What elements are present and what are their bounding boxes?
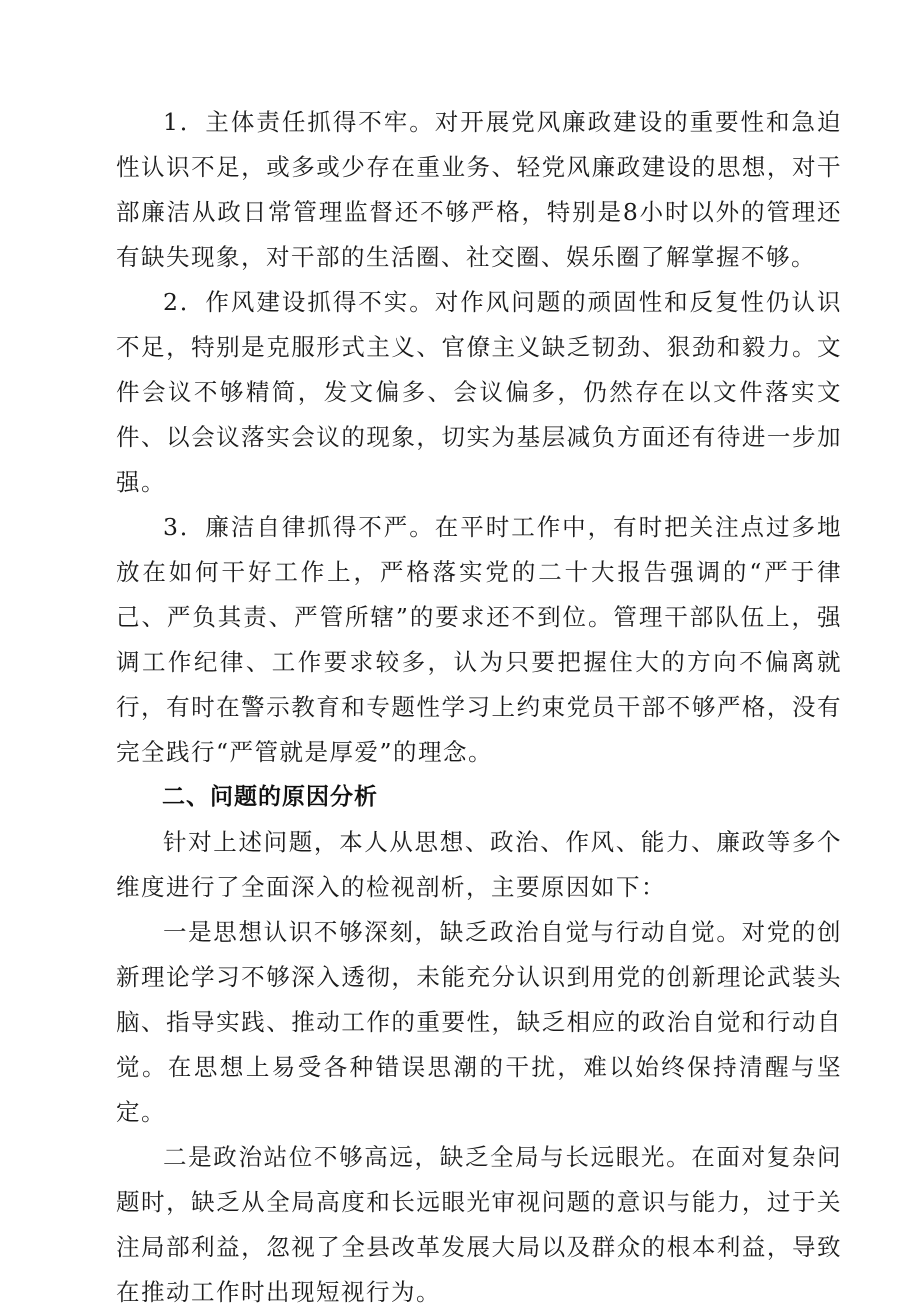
paragraph-ideological-awareness: 一是思想认识不够深刻，缺乏政治自觉与行动自觉。对党的创新理论学习不够深入透彻，未能充分认识到用党的创新理论武装头脑、指导实践、推动工作的重要性，缺乏相应的政治自觉和行动自觉。在思想上易受各种错误思潮的干扰，难以始终保持清醒与坚定。 <box>116 918 842 1126</box>
paragraph-political-standpoint: 二是政治站位不够高远，缺乏全局与长远眼光。在面对复杂问题时，缺乏从全局高度和长远眼光审视问题的意识与能力，过于关注局部利益，忽视了全县改革发展大局以及群众的根本利益，导致在推动工作时出现短视行为。 <box>116 1143 842 1306</box>
paragraph-main-responsibility: 1．主体责任抓得不牢。对开展党风廉政建设的重要性和急迫性认识不足，或多或少存在重业务、轻党风廉政建设的思想，对干部廉洁从政日常管理监督还不够严格，特别是8小时以外的管理还有缺失现象，对干部的生活圈、社交圈、娱乐圈了解掌握不够。 <box>116 108 842 271</box>
paragraph-work-style: 2．作风建设抓得不实。对作风问题的顽固性和反复性仍认识不足，特别是克服形式主义、官僚主义缺乏韧劲、狠劲和毅力。文件会议不够精简，发文偏多、会议偏多，仍然存在以文件落实文件、以会议落实会议的现象，切实为基层减负方面还有待进一步加强。 <box>116 288 842 496</box>
paragraph-self-discipline: 3．廉洁自律抓得不严。在平时工作中，有时把关注点过多地放在如何干好工作上，严格落实党的二十大报告强调的“严于律己、严负其责、严管所辖”的要求还不到位。管理干部队伍上，强调工作纪律、工作要求较多，认为只要把握住大的方向不偏离就行，有时在警示教育和专题性学习上约束党员干部不够严格，没有完全践行“严管就是厚爱”的理念。 <box>116 513 842 766</box>
section-heading-cause-analysis: 二、问题的原因分析 <box>162 784 378 810</box>
document-body <box>116 100 842 1315</box>
paragraph-analysis-intro: 针对上述问题，本人从思想、政治、作风、能力、廉政等多个维度进行了全面深入的检视剖析，主要原因如下： <box>116 828 842 901</box>
